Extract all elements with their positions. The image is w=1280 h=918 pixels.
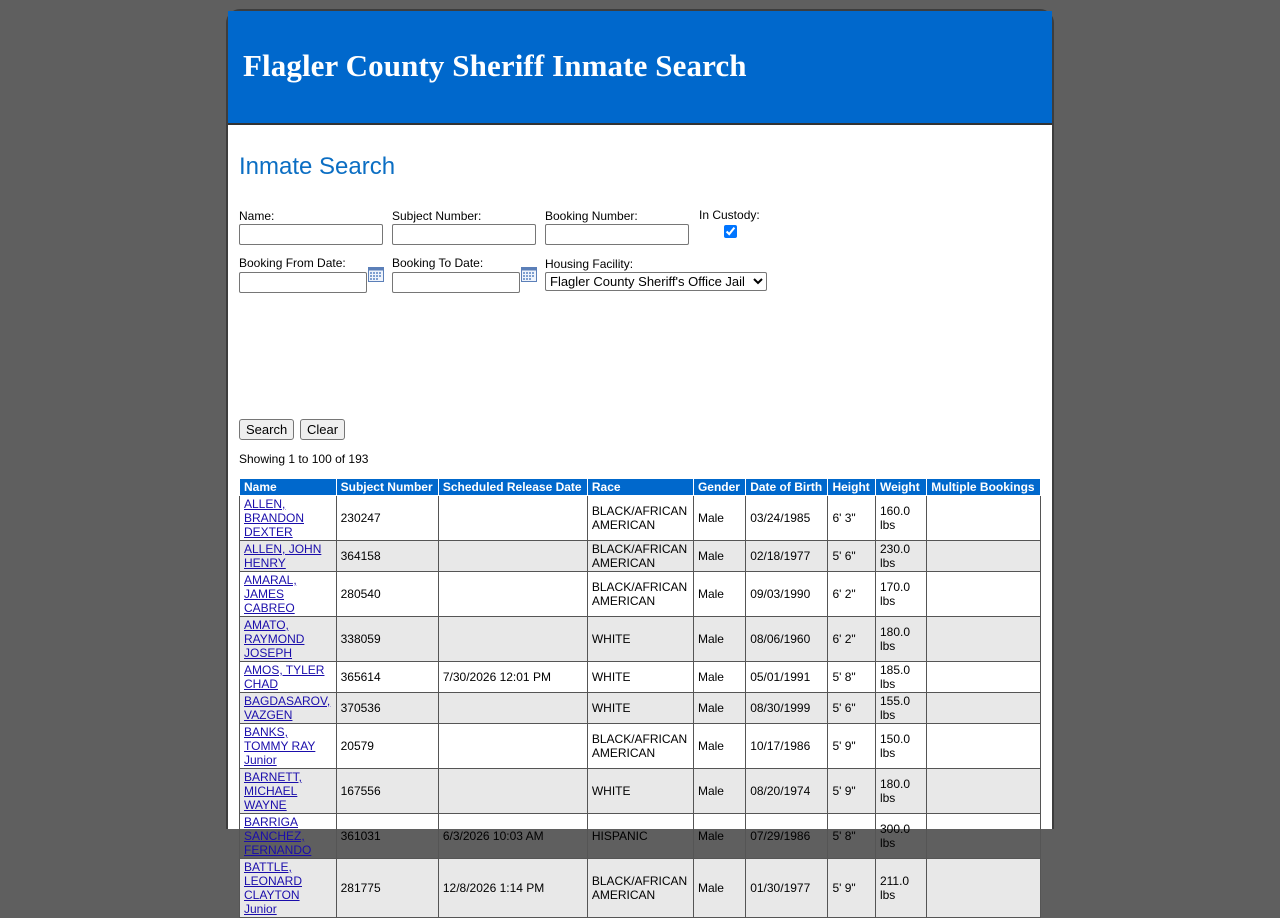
table-row bbox=[240, 724, 1041, 769]
weight-cell: 211.0 lbs bbox=[875, 859, 926, 918]
booking-number-label: Booking Number: bbox=[545, 209, 638, 223]
table-row bbox=[240, 769, 1041, 814]
table-row bbox=[240, 662, 1041, 693]
housing-facility-label: Housing Facility: bbox=[545, 257, 634, 271]
search-button[interactable]: Search bbox=[239, 419, 294, 440]
subject-number-input[interactable] bbox=[392, 224, 536, 245]
column-header: Multiple Bookings bbox=[927, 479, 1041, 496]
multiple-cell bbox=[927, 769, 1041, 814]
release-cell: 7/30/2026 12:01 PM bbox=[438, 662, 587, 693]
weight-cell: 180.0 lbs bbox=[875, 769, 926, 814]
gender-cell: Male bbox=[693, 724, 745, 769]
name-suffix-link[interactable]: Junior bbox=[244, 902, 277, 916]
race-cell: WHITE bbox=[587, 693, 693, 724]
subject-cell: 365614 bbox=[336, 662, 438, 693]
release-cell bbox=[438, 693, 587, 724]
name-suffix-link[interactable]: Junior bbox=[244, 753, 277, 767]
inmate-name-link[interactable]: AMOS, TYLER CHAD bbox=[244, 663, 325, 691]
dob-cell: 08/06/1960 bbox=[746, 617, 828, 662]
dob-cell: 02/18/1977 bbox=[746, 541, 828, 572]
site-title: Flagler County Sheriff Inmate Search bbox=[243, 48, 747, 83]
gender-cell: Male bbox=[693, 814, 745, 859]
height-cell: 5' 9" bbox=[828, 859, 876, 918]
column-header: Weight bbox=[875, 479, 926, 496]
booking-number-field-group bbox=[545, 209, 689, 245]
name-input[interactable] bbox=[239, 224, 383, 245]
housing-facility-field-group bbox=[545, 257, 767, 291]
race-cell: WHITE bbox=[587, 769, 693, 814]
booking-from-input[interactable] bbox=[239, 272, 367, 293]
multiple-cell bbox=[927, 617, 1041, 662]
gender-cell: Male bbox=[693, 496, 745, 541]
column-header: Date of Birth bbox=[746, 479, 828, 496]
calendar-icon[interactable] bbox=[368, 267, 384, 282]
dob-cell: 01/30/1977 bbox=[746, 859, 828, 918]
height-cell: 6' 3" bbox=[828, 496, 876, 541]
table-row bbox=[240, 814, 1041, 859]
height-cell: 5' 8" bbox=[828, 814, 876, 859]
weight-cell: 185.0 lbs bbox=[875, 662, 926, 693]
weight-cell: 160.0 lbs bbox=[875, 496, 926, 541]
multiple-cell bbox=[927, 693, 1041, 724]
subject-cell: 281775 bbox=[336, 859, 438, 918]
race-cell: BLACK/AFRICAN AMERICAN bbox=[587, 541, 693, 572]
booking-from-label: Booking From Date: bbox=[239, 256, 346, 270]
booking-to-input[interactable] bbox=[392, 272, 520, 293]
results-table bbox=[239, 479, 1041, 918]
dob-cell: 09/03/1990 bbox=[746, 572, 828, 617]
weight-cell: 300.0 lbs bbox=[875, 814, 926, 859]
booking-from-field-group bbox=[239, 256, 384, 293]
table-row bbox=[240, 693, 1041, 724]
inmate-name-link[interactable]: BATTLE, LEONARD CLAYTON bbox=[244, 860, 303, 902]
multiple-cell bbox=[927, 724, 1041, 769]
table-row bbox=[240, 496, 1041, 541]
inmate-name-link[interactable]: AMATO, RAYMOND JOSEPH bbox=[244, 618, 305, 660]
inmate-name-link[interactable]: BARRIGA SANCHEZ, FERNANDO bbox=[244, 815, 312, 857]
subject-number-field-group bbox=[392, 209, 536, 245]
table-row bbox=[240, 617, 1041, 662]
race-cell: BLACK/AFRICAN AMERICAN bbox=[587, 724, 693, 769]
table-row bbox=[240, 572, 1041, 617]
inmate-name-link[interactable]: BARNETT, MICHAEL WAYNE bbox=[244, 770, 303, 812]
subject-cell: 338059 bbox=[336, 617, 438, 662]
dob-cell: 10/17/1986 bbox=[746, 724, 828, 769]
in-custody-checkbox[interactable] bbox=[724, 225, 737, 238]
inmate-name-link[interactable]: ALLEN, BRANDON DEXTER bbox=[244, 497, 305, 539]
multiple-cell bbox=[927, 662, 1041, 693]
inmate-name-cell bbox=[240, 572, 337, 617]
gender-cell: Male bbox=[693, 572, 745, 617]
race-cell: BLACK/AFRICAN AMERICAN bbox=[587, 496, 693, 541]
page-container bbox=[226, 9, 1054, 916]
inmate-name-link[interactable]: BAGDASAROV, VAZGEN bbox=[244, 694, 331, 722]
booking-to-field-group bbox=[392, 256, 537, 293]
inmate-name-cell bbox=[240, 859, 337, 918]
in-custody-field-group bbox=[699, 208, 760, 238]
results-count: Showing 1 to 100 of 193 bbox=[239, 452, 369, 466]
inmate-name-cell bbox=[240, 541, 337, 572]
weight-cell: 170.0 lbs bbox=[875, 572, 926, 617]
release-cell bbox=[438, 541, 587, 572]
gender-cell: Male bbox=[693, 769, 745, 814]
dob-cell: 08/20/1974 bbox=[746, 769, 828, 814]
subject-cell: 167556 bbox=[336, 769, 438, 814]
weight-cell: 155.0 lbs bbox=[875, 693, 926, 724]
inmate-name-cell bbox=[240, 496, 337, 541]
multiple-cell bbox=[927, 814, 1041, 859]
inmate-name-cell bbox=[240, 617, 337, 662]
housing-facility-select[interactable] bbox=[545, 272, 767, 291]
inmate-name-cell bbox=[240, 662, 337, 693]
gender-cell: Male bbox=[693, 541, 745, 572]
multiple-cell bbox=[927, 541, 1041, 572]
name-field-group bbox=[239, 209, 383, 245]
table-header-row bbox=[240, 479, 1041, 496]
race-cell: HISPANIC bbox=[587, 814, 693, 859]
weight-cell: 180.0 lbs bbox=[875, 617, 926, 662]
column-header: Name bbox=[240, 479, 337, 496]
subject-cell: 361031 bbox=[336, 814, 438, 859]
name-label: Name: bbox=[239, 209, 275, 223]
height-cell: 6' 2" bbox=[828, 572, 876, 617]
release-cell bbox=[438, 769, 587, 814]
header-banner bbox=[228, 11, 1052, 125]
in-custody-label: In Custody: bbox=[699, 208, 760, 222]
dob-cell: 08/30/1999 bbox=[746, 693, 828, 724]
dob-cell: 07/29/1986 bbox=[746, 814, 828, 859]
height-cell: 5' 8" bbox=[828, 662, 876, 693]
multiple-cell bbox=[927, 859, 1041, 918]
subject-cell: 20579 bbox=[336, 724, 438, 769]
subject-cell: 280540 bbox=[336, 572, 438, 617]
height-cell: 5' 9" bbox=[828, 769, 876, 814]
clear-button[interactable]: Clear bbox=[300, 419, 345, 440]
inmate-name-cell bbox=[240, 724, 337, 769]
release-cell: 6/3/2026 10:03 AM bbox=[438, 814, 587, 859]
subject-cell: 230247 bbox=[336, 496, 438, 541]
subject-cell: 364158 bbox=[336, 541, 438, 572]
gender-cell: Male bbox=[693, 859, 745, 918]
table-row bbox=[240, 859, 1041, 918]
column-header: Subject Number bbox=[336, 479, 438, 496]
inmate-name-cell bbox=[240, 769, 337, 814]
booking-to-label: Booking To Date: bbox=[392, 256, 484, 270]
inmate-name-link[interactable]: ALLEN, JOHN HENRY bbox=[244, 542, 322, 570]
table-body bbox=[240, 496, 1041, 918]
gender-cell: Male bbox=[693, 662, 745, 693]
dob-cell: 05/01/1991 bbox=[746, 662, 828, 693]
release-cell bbox=[438, 724, 587, 769]
gender-cell: Male bbox=[693, 693, 745, 724]
multiple-cell bbox=[927, 572, 1041, 617]
inmate-name-link[interactable]: AMARAL, JAMES CABREO bbox=[244, 573, 297, 615]
column-header: Height bbox=[828, 479, 876, 496]
release-cell bbox=[438, 572, 587, 617]
calendar-icon[interactable] bbox=[521, 267, 537, 282]
release-cell: 12/8/2026 1:14 PM bbox=[438, 859, 587, 918]
race-cell: BLACK/AFRICAN AMERICAN bbox=[587, 859, 693, 918]
race-cell: WHITE bbox=[587, 617, 693, 662]
page-title: Inmate Search bbox=[239, 153, 396, 180]
column-header: Scheduled Release Date bbox=[438, 479, 587, 496]
column-header: Race bbox=[587, 479, 693, 496]
weight-cell: 150.0 lbs bbox=[875, 724, 926, 769]
weight-cell: 230.0 lbs bbox=[875, 541, 926, 572]
subject-cell: 370536 bbox=[336, 693, 438, 724]
column-header: Gender bbox=[693, 479, 745, 496]
height-cell: 5' 6" bbox=[828, 693, 876, 724]
booking-number-input[interactable] bbox=[545, 224, 689, 245]
height-cell: 5' 6" bbox=[828, 541, 876, 572]
race-cell: BLACK/AFRICAN AMERICAN bbox=[587, 572, 693, 617]
inmate-name-cell bbox=[240, 693, 337, 724]
inmate-name-link[interactable]: BANKS, TOMMY RAY bbox=[244, 725, 316, 753]
release-cell bbox=[438, 496, 587, 541]
table-row bbox=[240, 541, 1041, 572]
race-cell: WHITE bbox=[587, 662, 693, 693]
height-cell: 6' 2" bbox=[828, 617, 876, 662]
subject-number-label: Subject Number: bbox=[392, 209, 482, 223]
gender-cell: Male bbox=[693, 617, 745, 662]
dob-cell: 03/24/1985 bbox=[746, 496, 828, 541]
height-cell: 5' 9" bbox=[828, 724, 876, 769]
release-cell bbox=[438, 617, 587, 662]
inmate-name-cell bbox=[240, 814, 337, 859]
multiple-cell bbox=[927, 496, 1041, 541]
